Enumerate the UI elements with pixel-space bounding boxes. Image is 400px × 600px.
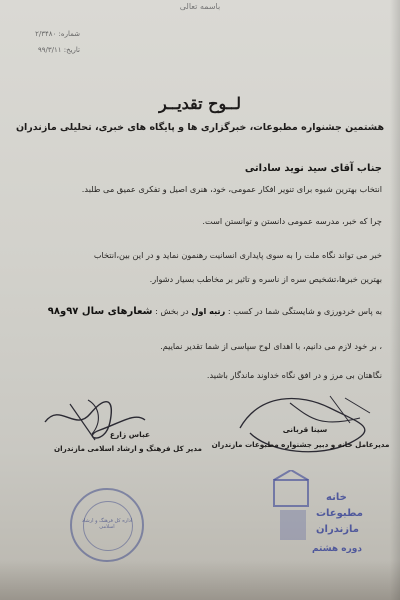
left-signer-name: عباس زارع	[109, 430, 151, 439]
stamp-line-4: دوره هشتم	[312, 544, 362, 554]
body-line-6: ، بر خود لازم می دانیم، با اهدای لوح سپاسی از شما تقدیر نماییم.	[160, 341, 382, 351]
award-rank: رتبه اول	[191, 306, 226, 316]
certificate-title: لــوح تقدیــر	[158, 94, 241, 113]
bismillah-header: باسمه تعالی	[179, 2, 221, 11]
letter-number: شماره: ۲/۳۴۸۰	[35, 30, 80, 38]
right-signer-name: سینا قربانی	[282, 425, 328, 434]
stamp-line-1: خانه	[326, 492, 347, 503]
festival-subtitle: هشتمین جشنواره مطبوعات، خبرگزاری ها و پایگاه های خبری، تحلیلی مازندران	[15, 122, 385, 133]
body-line-5	[12, 306, 382, 317]
award-section: شعارهای سال ۹۷و۹۸	[47, 306, 153, 317]
left-stamp-text: اداره کل فرهنگ و ارشاد اسلامی	[81, 518, 133, 530]
award-section-label: در بخش :	[155, 306, 189, 316]
stamp-line-2: مطبوعات	[316, 508, 363, 519]
letter-date: تاریخ: ۹۹/۳/۱۱	[37, 46, 80, 54]
left-official-stamp	[70, 488, 144, 562]
body-line-2: چرا که خبر، مدرسه عمومی دانستن و توانستن است.	[202, 216, 382, 226]
bottom-shadow	[0, 560, 400, 600]
page-edge-shadow	[390, 0, 400, 600]
award-intro: به پاس خردورزی و شایستگی شما در کسب :	[227, 306, 382, 316]
body-line-3: خبر می تواند نگاه ملت را به سوی پایداری انسانیت رهنمون نماید و در این بین،انتخاب	[93, 250, 382, 260]
left-signer-title: مدیر کل فرهنگ و ارشاد اسلامی مازندران	[54, 444, 202, 453]
right-signer-title: مدیرعامل خانه و دبیر جشنواره مطبوعات مازندران	[211, 440, 390, 449]
addressee: جناب آقای سید نوید ساداتی	[244, 163, 382, 174]
body-line-4: بهترین خبرها،تشخیص سره از ناسره و تاثیر بر مخاطب بسیار دشوار.	[149, 274, 382, 284]
body-line-1: انتخاب بهترین شیوه برای تنویر افکار عمومی، خود، هنری اصیل و تفکری عمیق می طلبد.	[81, 184, 382, 194]
stamp-line-3: مازندران	[316, 524, 359, 535]
body-line-7: نگاهتان بی مرز و در افق نگاه خداوند ماندگار باشید.	[206, 370, 382, 380]
